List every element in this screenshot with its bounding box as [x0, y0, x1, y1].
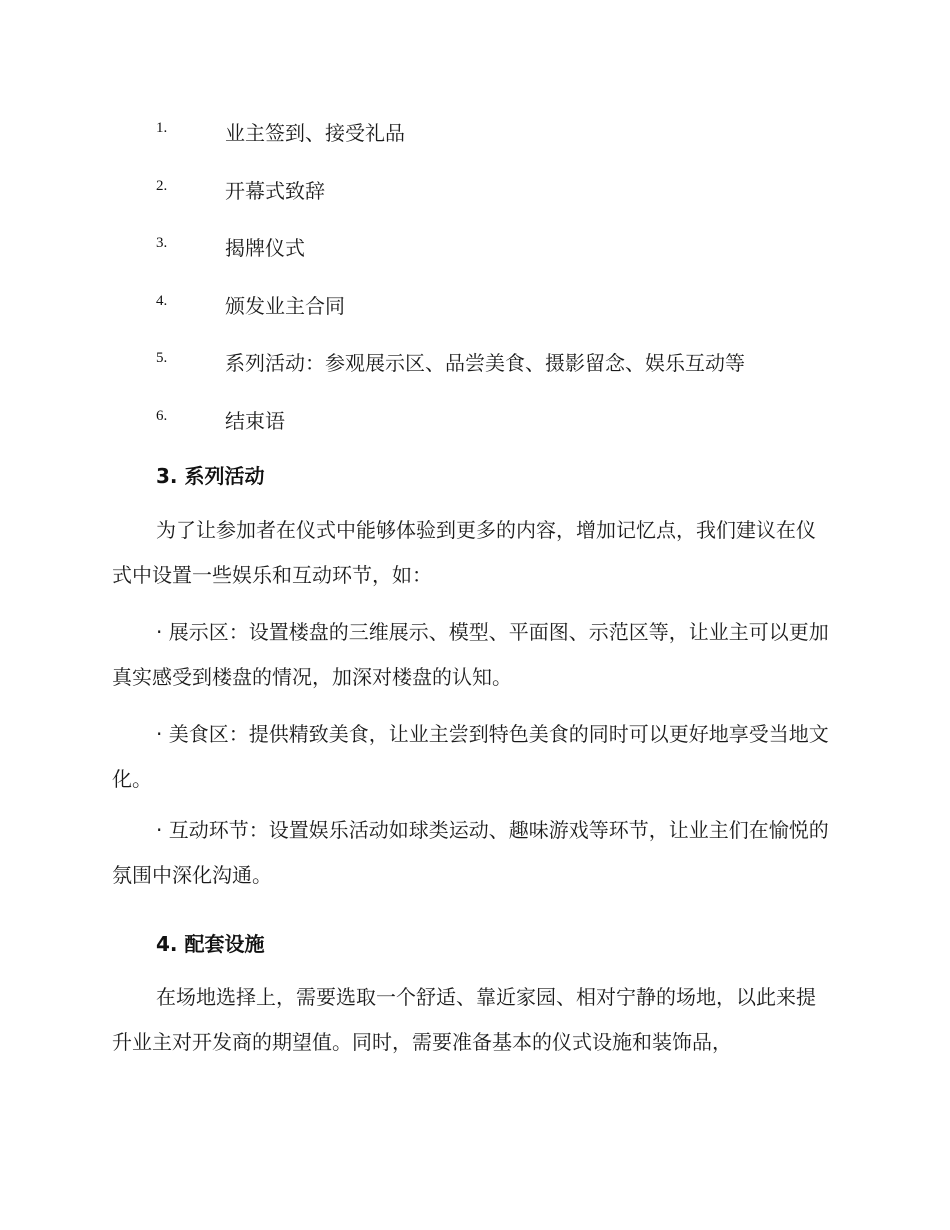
list-item-number: 5. [156, 350, 168, 366]
section-3-heading: 3. 系列活动 [156, 464, 265, 488]
list-item [0, 396, 950, 454]
list-item [0, 108, 950, 166]
list-item-text: 系列活动：参观展示区、品尝美食、摄影留念、娱乐互动等 [225, 351, 745, 375]
section-4-heading: 4. 配套设施 [156, 932, 265, 956]
list-item-number: 2. [156, 177, 168, 194]
list-item [0, 338, 950, 396]
list-item [0, 281, 950, 339]
list-item-text: 开幕式致辞 [225, 178, 325, 203]
list-item-number: 6. [156, 407, 168, 424]
bullet-showcase-area: · 展示区：设置楼盘的三维展示、模型、平面图、示范区等，让业主可以更加真实感受到楼盘的情况，加深对楼盘的认知。 [112, 620, 829, 689]
list-item [0, 223, 950, 281]
list-item-text: 业主签到、接受礼品 [225, 121, 405, 145]
list-item-number: 4. [156, 292, 168, 309]
section-4-paragraph: 在场地选择上，需要选取一个舒适、靠近家园、相对宁静的场地，以此来提升业主对开发商的期望值。同时，需要准备基本的仪式设施和装饰品， [112, 985, 816, 1054]
section-3-intro-paragraph: 为了让参加者在仪式中能够体验到更多的内容，增加记忆点，我们建议在仪式中设置一些娱乐和互动环节，如： [112, 518, 816, 587]
bullet-food-area: · 美食区：提供精致美食，让业主尝到特色美食的同时可以更好地享受当地文化。 [112, 722, 829, 791]
list-item [0, 166, 950, 224]
list-item-number: 1. [156, 120, 168, 136]
list-item-number: 3. [156, 235, 168, 251]
list-item-text: 结束语 [225, 408, 285, 433]
list-item-text: 颁发业主合同 [225, 293, 345, 318]
list-item-text: 揭牌仪式 [225, 236, 305, 260]
bullet-interactive-session: · 互动环节：设置娱乐活动如球类运动、趣味游戏等环节，让业主们在愉悦的氛围中深化沟通。 [112, 818, 829, 887]
ordered-list [0, 108, 950, 453]
